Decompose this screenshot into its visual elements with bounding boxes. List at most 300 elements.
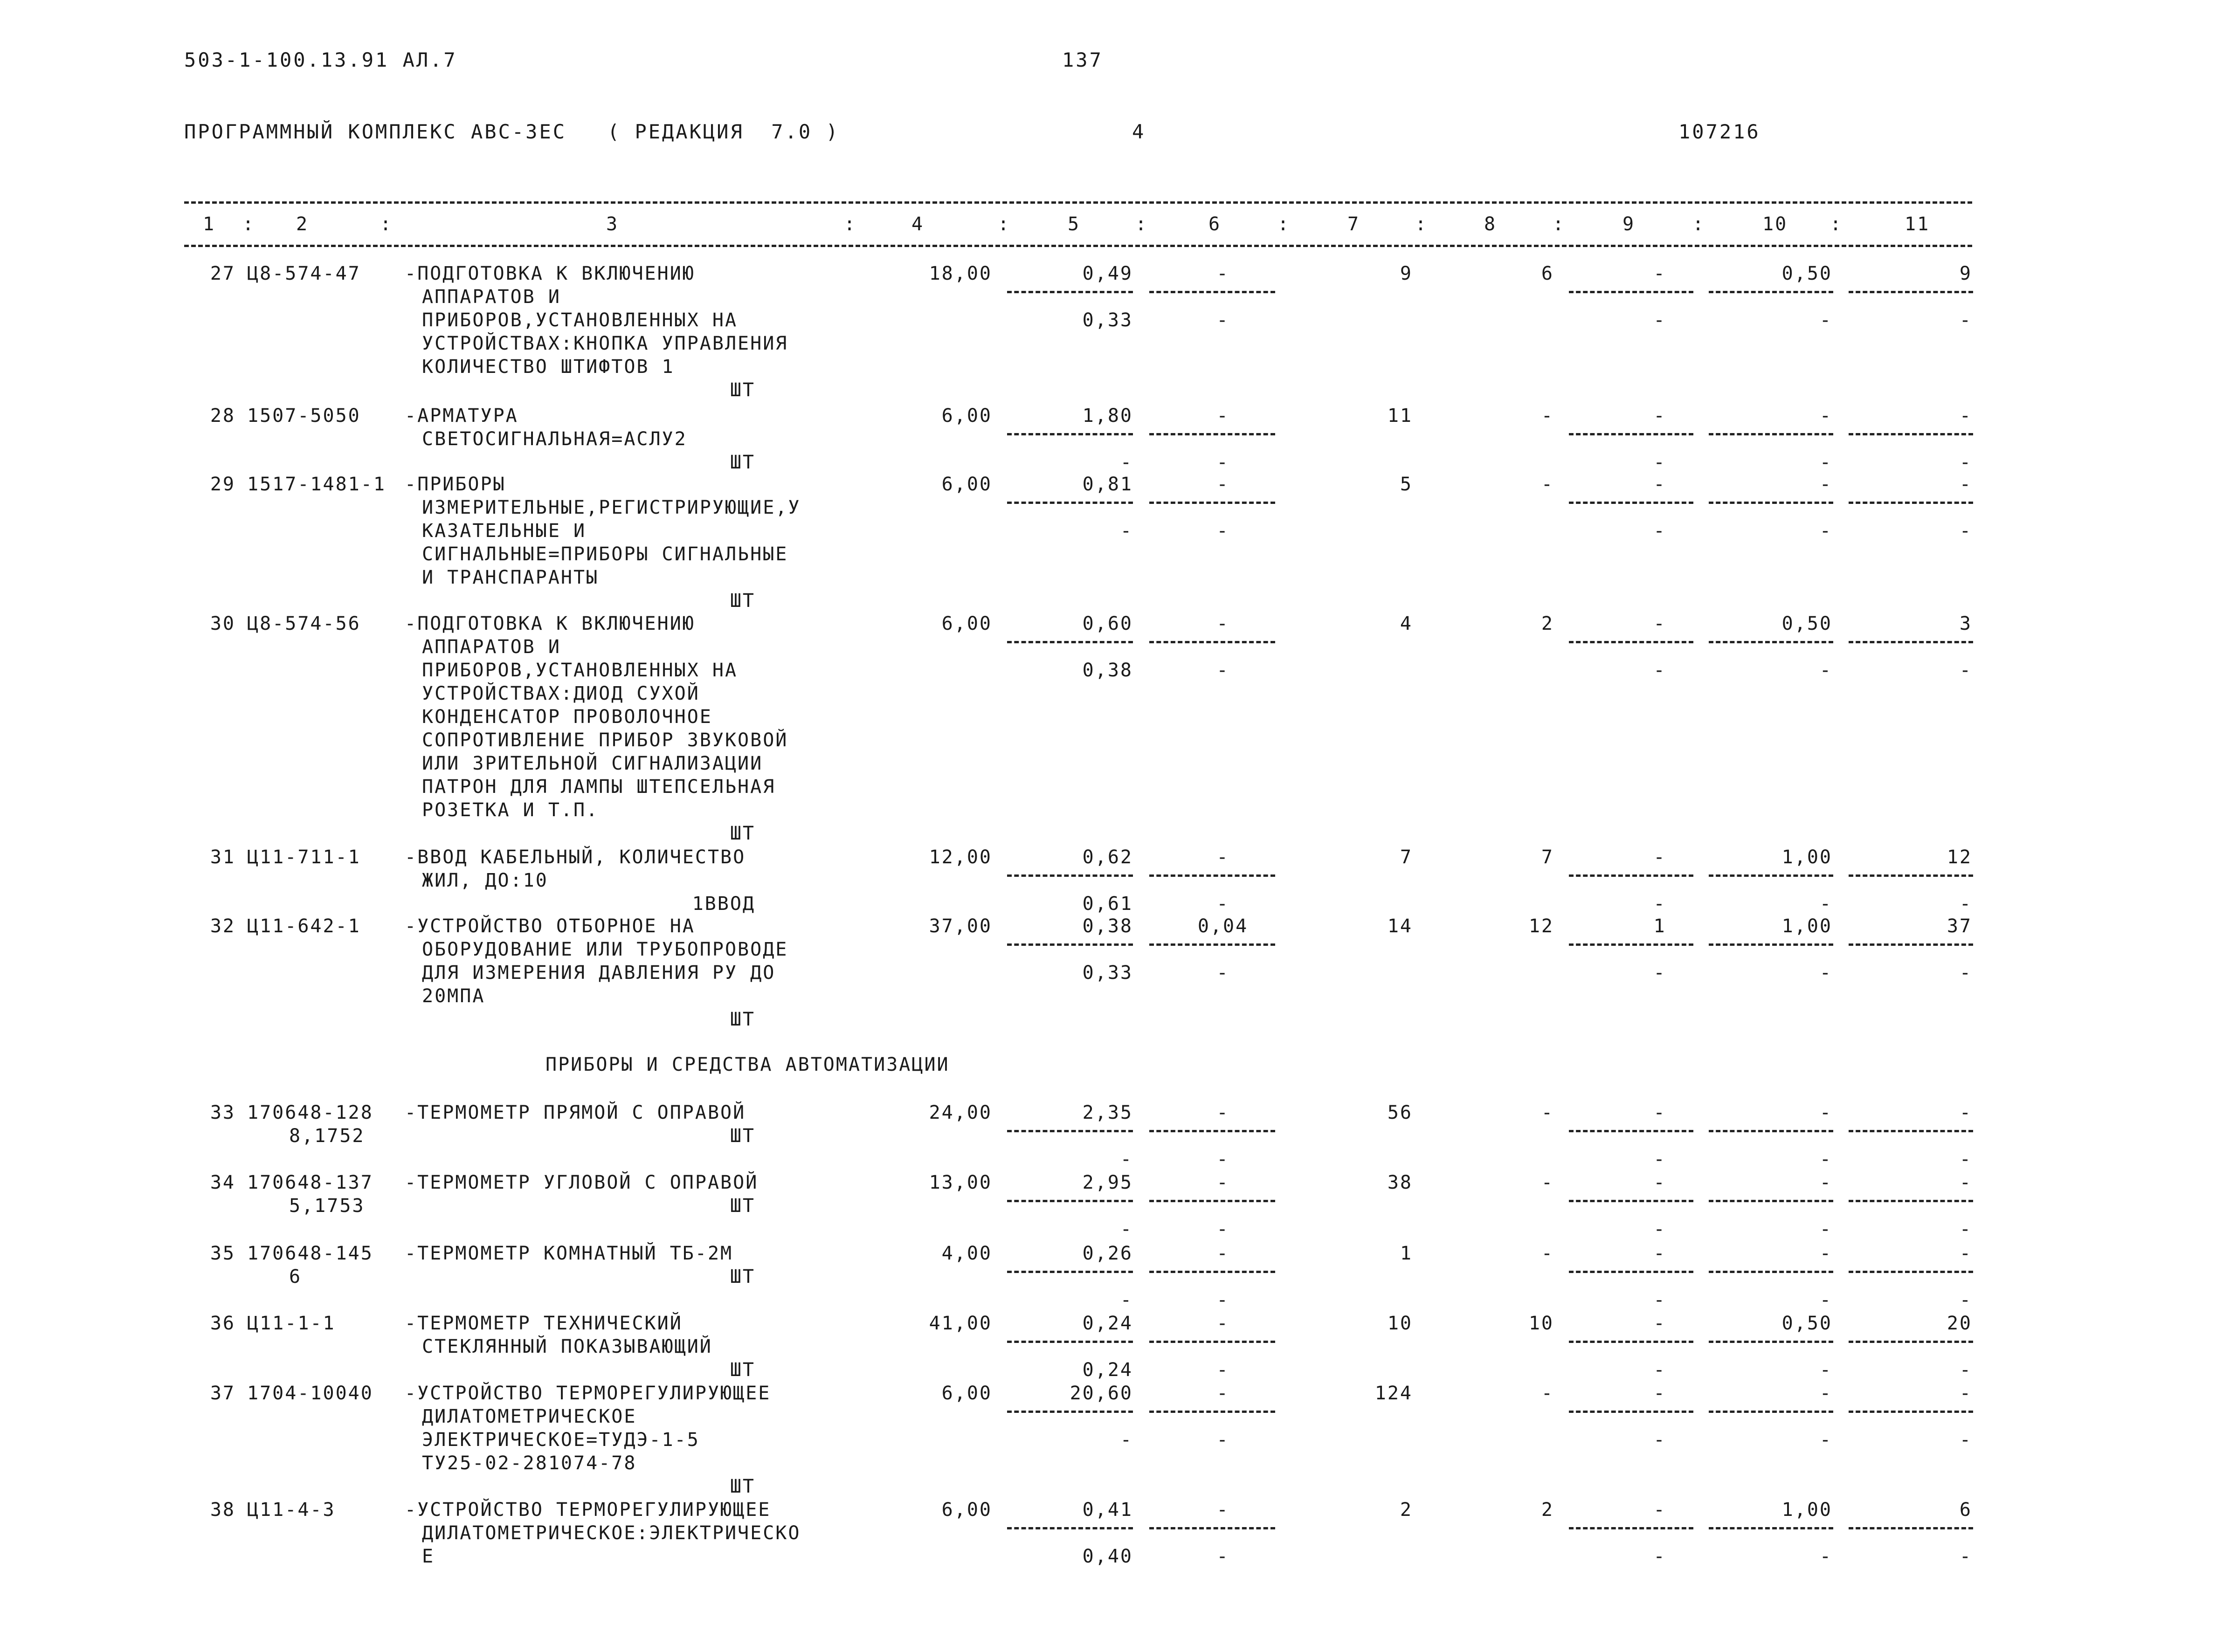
col-11-value: 9	[1959, 263, 1972, 284]
col-10-subvalue: -	[1819, 452, 1832, 473]
col-9-subvalue: -	[1653, 962, 1666, 984]
col-5-subvalue: 0,33	[1082, 310, 1133, 331]
col-9-value: -	[1653, 474, 1666, 495]
column-header-10: 10	[1762, 213, 1788, 235]
item-description: СОПРОТИВЛЕНИЕ ПРИБОР ЗВУКОВОЙ	[422, 730, 788, 751]
col-4-value: 4,00	[941, 1243, 992, 1264]
col-5-value: 0,41	[1082, 1499, 1133, 1521]
col-8-value: 12	[1528, 915, 1554, 937]
item-description: СТЕКЛЯННЫЙ ПОКАЗЫВАЮЩИЙ	[422, 1336, 712, 1357]
col-7-value: 124	[1374, 1383, 1413, 1404]
item-description: КАЗАТЕЛЬНЫЕ И	[422, 520, 587, 542]
cell-underline	[1709, 1130, 1833, 1132]
col-4-value: 6,00	[941, 1499, 992, 1521]
col-8-value: -	[1541, 1172, 1554, 1193]
col-6-subvalue: -	[1216, 1218, 1229, 1240]
column-separator: :	[1135, 213, 1148, 235]
unit-of-measure: ШТ	[730, 1125, 755, 1147]
cell-underline	[1709, 1527, 1833, 1529]
col-11-subvalue: -	[1959, 1149, 1972, 1170]
cell-underline	[1849, 1527, 1973, 1529]
column-header-2: 2	[296, 213, 309, 235]
col-9-subvalue: -	[1653, 660, 1666, 681]
col-7-value: 9	[1400, 263, 1413, 284]
cell-underline	[1569, 291, 1693, 293]
row-number: 27	[210, 263, 235, 284]
row-number: 29	[210, 474, 235, 495]
col-5-value: 0,26	[1082, 1243, 1133, 1264]
col-4-value: 13,00	[929, 1172, 992, 1193]
col-8-value: -	[1541, 1383, 1554, 1404]
item-description: ДИЛАТОМЕТРИЧЕСКОЕ	[422, 1406, 637, 1427]
col-8-value: -	[1541, 474, 1554, 495]
cell-underline	[1709, 1411, 1833, 1413]
cell-underline	[1569, 1200, 1693, 1202]
item-description: -УСТРОЙСТВО ТЕРМОРЕГУЛИРУЮЩЕЕ	[405, 1499, 771, 1521]
item-description: КОНДЕНСАТОР ПРОВОЛОЧНОЕ	[422, 706, 712, 728]
cell-underline	[1149, 874, 1275, 877]
column-separator: :	[242, 213, 255, 235]
item-description: -ТЕРМОМЕТР ПРЯМОЙ С ОПРАВОЙ	[405, 1102, 746, 1123]
col-5-subvalue: -	[1120, 1218, 1133, 1240]
col-10-value: 0,50	[1781, 263, 1832, 284]
column-header-9: 9	[1622, 213, 1636, 235]
col-11-value: 37	[1947, 915, 1972, 937]
cell-underline	[1569, 641, 1693, 643]
cell-underline	[1149, 502, 1275, 504]
col-4-value: 24,00	[929, 1102, 992, 1123]
item-code: 1704-10040	[247, 1383, 373, 1404]
col-10-subvalue: -	[1819, 520, 1832, 542]
cell-underline	[1007, 1411, 1133, 1413]
cell-underline	[1007, 874, 1133, 877]
col-9-subvalue: -	[1653, 452, 1666, 473]
cell-underline	[1569, 502, 1693, 504]
cell-underline	[1569, 1527, 1693, 1529]
col-6-value: -	[1216, 1243, 1229, 1264]
column-separator: :	[1415, 213, 1428, 235]
cell-underline	[1569, 1411, 1693, 1413]
item-description: СВЕТОСИГНАЛЬНАЯ=АСЛУ2	[422, 428, 687, 450]
col-9-value: -	[1653, 1243, 1666, 1264]
item-code: 5,1753	[289, 1195, 365, 1217]
col-6-value: 0,04	[1197, 915, 1249, 937]
row-number: 31	[210, 847, 235, 868]
item-description: АППАРАТОВ И	[422, 286, 561, 308]
item-description: -ТЕРМОМЕТР ТЕХНИЧЕСКИЙ	[405, 1313, 683, 1334]
col-9-value: -	[1653, 613, 1666, 634]
item-code: 6	[289, 1266, 302, 1287]
col-5-subvalue: -	[1120, 1289, 1133, 1311]
item-description: КОЛИЧЕСТВО ШТИФТОВ 1	[422, 356, 675, 378]
item-description: -УСТРОЙСТВО ТЕРМОРЕГУЛИРУЮЩЕЕ	[405, 1383, 771, 1404]
col-5-subvalue: 0,61	[1082, 893, 1133, 915]
col-9-subvalue: -	[1653, 310, 1666, 331]
col-4-value: 6,00	[941, 405, 992, 427]
col-7-value: 14	[1387, 915, 1413, 937]
unit-of-measure: ШТ	[730, 1266, 755, 1287]
col-10-subvalue: -	[1819, 893, 1832, 915]
cell-underline	[1849, 641, 1973, 643]
col-11-value: -	[1959, 474, 1972, 495]
item-description: И ТРАНСПАРАНТЫ	[422, 567, 599, 588]
col-4-value: 12,00	[929, 847, 992, 868]
col-5-subvalue: -	[1120, 520, 1133, 542]
col-8-value: 7	[1541, 847, 1554, 868]
col-7-value: 1	[1400, 1243, 1413, 1264]
cell-underline	[1149, 1271, 1275, 1273]
item-description: РОЗЕТКА И Т.П.	[422, 799, 599, 821]
cell-underline	[1709, 641, 1833, 643]
cell-underline	[1149, 1527, 1275, 1529]
unit-of-measure: ШТ	[730, 1359, 755, 1381]
row-number: 37	[210, 1383, 235, 1404]
item-code: 1507-5050	[247, 405, 361, 427]
item-description: -ПРИБОРЫ	[405, 474, 506, 495]
column-separator: :	[1553, 213, 1566, 235]
unit-of-measure: ШТ	[730, 1476, 755, 1497]
item-description: ДИЛАТОМЕТРИЧЕСКОЕ:ЭЛЕКТРИЧЕСКО	[422, 1522, 801, 1544]
item-description: ТУ25-02-281074-78	[422, 1452, 637, 1474]
col-11-value: 6	[1959, 1499, 1972, 1521]
col-5-value: 0,81	[1082, 474, 1133, 495]
cell-underline	[1849, 1130, 1973, 1132]
col-10-value: 1,00	[1781, 1499, 1832, 1521]
item-code: Ц8-574-47	[247, 263, 361, 284]
col-6-subvalue: -	[1216, 520, 1229, 542]
cell-underline	[1569, 433, 1693, 435]
col-9-subvalue: -	[1653, 893, 1666, 915]
cell-underline	[1007, 433, 1133, 435]
col-10-value: -	[1819, 1172, 1832, 1193]
col-7-value: 5	[1400, 474, 1413, 495]
col-10-value: 0,50	[1781, 1313, 1832, 1334]
item-description: ПРИБОРОВ,УСТАНОВЛЕННЫХ НА	[422, 310, 738, 331]
col-11-subvalue: -	[1959, 962, 1972, 984]
col-11-subvalue: -	[1959, 1218, 1972, 1240]
col-7-value: 4	[1400, 613, 1413, 634]
col-11-subvalue: -	[1959, 520, 1972, 542]
col-7-value: 11	[1387, 405, 1413, 427]
col-5-subvalue: -	[1120, 452, 1133, 473]
col-5-value: 0,24	[1082, 1313, 1133, 1334]
col-5-subvalue: 0,38	[1082, 660, 1133, 681]
item-description: УСТРОЙСТВАХ:КНОПКА УПРАВЛЕНИЯ	[422, 333, 788, 354]
col-6-subvalue: -	[1216, 962, 1229, 984]
item-code: 170648-137	[247, 1172, 373, 1193]
column-header-3: 3	[606, 213, 619, 235]
col-6-subvalue: -	[1216, 1359, 1229, 1381]
col-9-value: -	[1653, 1499, 1666, 1521]
item-code: Ц11-4-3	[247, 1499, 336, 1521]
job-id: 107216	[1678, 120, 1761, 143]
cell-underline	[1007, 1271, 1133, 1273]
col-6-value: -	[1216, 613, 1229, 634]
col-5-value: 0,38	[1082, 915, 1133, 937]
col-5-subvalue: 0,40	[1082, 1546, 1133, 1567]
item-description: ДЛЯ ИЗМЕРЕНИЯ ДАВЛЕНИЯ РУ ДО	[422, 962, 776, 984]
col-8-value: 10	[1528, 1313, 1554, 1334]
item-code: 1517-1481-1	[247, 474, 386, 495]
unit-of-measure: ШТ	[730, 823, 755, 844]
col-10-subvalue: -	[1819, 1359, 1832, 1381]
col-5-value: 2,35	[1082, 1102, 1133, 1123]
col-5-subvalue: 0,33	[1082, 962, 1133, 984]
col-6-value: -	[1216, 1383, 1229, 1404]
unit-of-measure: 1ВВОД	[692, 893, 755, 915]
col-8-value: -	[1541, 405, 1554, 427]
cell-underline	[1149, 291, 1275, 293]
col-6-value: -	[1216, 847, 1229, 868]
col-9-subvalue: -	[1653, 1149, 1666, 1170]
col-10-subvalue: -	[1819, 1218, 1832, 1240]
item-code: Ц8-574-56	[247, 613, 361, 634]
cell-underline	[1849, 943, 1973, 946]
item-description: ПРИБОРОВ,УСТАНОВЛЕННЫХ НА	[422, 660, 738, 681]
col-7-value: 10	[1387, 1313, 1413, 1334]
cell-underline	[1849, 502, 1973, 504]
col-8-value: 6	[1541, 263, 1554, 284]
col-10-subvalue: -	[1819, 660, 1832, 681]
item-code: Ц11-642-1	[247, 915, 361, 937]
item-code: Ц11-1-1	[247, 1313, 336, 1334]
col-10-value: 1,00	[1781, 915, 1832, 937]
column-separator: :	[844, 213, 857, 235]
item-description: -ВВОД КАБЕЛЬНЫЙ, КОЛИЧЕСТВО	[405, 847, 746, 868]
col-6-subvalue: -	[1216, 660, 1229, 681]
unit-of-measure: ШТ	[730, 1195, 755, 1217]
col-6-subvalue: -	[1216, 1429, 1229, 1451]
cell-underline	[1149, 433, 1275, 435]
column-header-7: 7	[1347, 213, 1360, 235]
col-11-subvalue: -	[1959, 1359, 1972, 1381]
item-description: УСТРОЙСТВАХ:ДИОД СУХОЙ	[422, 683, 700, 704]
col-11-subvalue: -	[1959, 1546, 1972, 1567]
col-11-subvalue: -	[1959, 310, 1972, 331]
cell-underline	[1007, 943, 1133, 946]
item-description: АППАРАТОВ И	[422, 636, 561, 658]
col-6-subvalue: -	[1216, 1149, 1229, 1170]
col-11-subvalue: -	[1959, 893, 1972, 915]
cell-underline	[1149, 1130, 1275, 1132]
col-5-value: 0,49	[1082, 263, 1133, 284]
item-description: ЖИЛ, ДО:10	[422, 870, 548, 891]
row-number: 32	[210, 915, 235, 937]
row-number: 38	[210, 1499, 235, 1521]
item-code: 8,1752	[289, 1125, 365, 1147]
column-separator: :	[380, 213, 393, 235]
col-10-value: -	[1819, 1383, 1832, 1404]
col-9-value: -	[1653, 847, 1666, 868]
item-code: 170648-145	[247, 1243, 373, 1264]
row-number: 36	[210, 1313, 235, 1334]
item-description: ЭЛЕКТРИЧЕСКОЕ=ТУДЭ-1-5	[422, 1429, 700, 1451]
row-number: 28	[210, 405, 235, 427]
col-10-value: -	[1819, 474, 1832, 495]
col-8-value: 2	[1541, 613, 1554, 634]
cell-underline	[1149, 1341, 1275, 1343]
col-5-subvalue: 0,24	[1082, 1359, 1133, 1381]
row-number: 30	[210, 613, 235, 634]
col-5-value: 0,60	[1082, 613, 1133, 634]
col-6-subvalue: -	[1216, 310, 1229, 331]
cell-underline	[1007, 1130, 1133, 1132]
col-9-subvalue: -	[1653, 1429, 1666, 1451]
col-4-value: 6,00	[941, 1383, 992, 1404]
col-7-value: 38	[1387, 1172, 1413, 1193]
col-11-subvalue: -	[1959, 1289, 1972, 1311]
col-11-value: -	[1959, 1383, 1972, 1404]
col-10-subvalue: -	[1819, 962, 1832, 984]
col-4-value: 37,00	[929, 915, 992, 937]
item-description: -ПОДГОТОВКА К ВКЛЮЧЕНИЮ	[405, 263, 695, 284]
col-8-value: -	[1541, 1102, 1554, 1123]
unit-of-measure: ШТ	[730, 379, 755, 401]
cell-underline	[1849, 291, 1973, 293]
unit-of-measure: ШТ	[730, 590, 755, 612]
col-6-value: -	[1216, 1313, 1229, 1334]
col-6-subvalue: -	[1216, 1546, 1229, 1567]
cell-underline	[1709, 943, 1833, 946]
col-10-subvalue: -	[1819, 1546, 1832, 1567]
item-description: Е	[422, 1546, 435, 1567]
cell-underline	[1149, 641, 1275, 643]
col-10-value: -	[1819, 1243, 1832, 1264]
cell-underline	[1007, 291, 1133, 293]
item-description: -ТЕРМОМЕТР УГЛОВОЙ С ОПРАВОЙ	[405, 1172, 759, 1193]
column-header-4: 4	[911, 213, 925, 235]
col-7-value: 7	[1400, 847, 1413, 868]
col-5-value: 1,80	[1082, 405, 1133, 427]
col-10-value: -	[1819, 405, 1832, 427]
cell-underline	[1849, 1200, 1973, 1202]
col-4-value: 6,00	[941, 474, 992, 495]
column-separator: :	[998, 213, 1011, 235]
col-11-value: -	[1959, 1172, 1972, 1193]
cell-underline	[1849, 874, 1973, 877]
cell-underline	[1849, 433, 1973, 435]
cell-underline	[1149, 943, 1275, 946]
col-6-subvalue: -	[1216, 452, 1229, 473]
col-10-subvalue: -	[1819, 1429, 1832, 1451]
col-6-value: -	[1216, 263, 1229, 284]
col-7-value: 56	[1387, 1102, 1413, 1123]
col-6-subvalue: -	[1216, 893, 1229, 915]
unit-of-measure: ШТ	[730, 452, 755, 473]
item-description: 20МПА	[422, 985, 485, 1007]
col-11-value: 3	[1959, 613, 1972, 634]
cell-underline	[1149, 1200, 1275, 1202]
item-description: -АРМАТУРА	[405, 405, 518, 427]
col-5-value: 0,62	[1082, 847, 1133, 868]
item-description: ИЗМЕРИТЕЛЬНЫЕ,РЕГИСТРИРУЮЩИЕ,У	[422, 497, 801, 518]
item-description: -ТЕРМОМЕТР КОМНАТНЫЙ ТБ-2М	[405, 1243, 733, 1264]
col-9-value: -	[1653, 405, 1666, 427]
col-5-subvalue: -	[1120, 1429, 1133, 1451]
unit-of-measure: ШТ	[730, 1009, 755, 1030]
col-9-value: -	[1653, 1383, 1666, 1404]
column-header-5: 5	[1068, 213, 1081, 235]
row-number: 33	[210, 1102, 235, 1123]
col-9-value: -	[1653, 1172, 1666, 1193]
col-4-value: 41,00	[929, 1313, 992, 1334]
col-11-value: -	[1959, 1102, 1972, 1123]
col-5-value: 2,95	[1082, 1172, 1133, 1193]
col-9-subvalue: -	[1653, 1289, 1666, 1311]
col-9-subvalue: -	[1653, 520, 1666, 542]
col-9-subvalue: -	[1653, 1359, 1666, 1381]
col-10-subvalue: -	[1819, 310, 1832, 331]
col-9-subvalue: -	[1653, 1546, 1666, 1567]
cell-underline	[1569, 1130, 1693, 1132]
cell-underline	[1709, 502, 1833, 504]
col-10-value: 0,50	[1781, 613, 1832, 634]
cell-underline	[1709, 1271, 1833, 1273]
cell-underline	[1007, 641, 1133, 643]
cell-underline	[1849, 1271, 1973, 1273]
column-separator: :	[1830, 213, 1843, 235]
col-8-value: -	[1541, 1243, 1554, 1264]
cell-underline	[1569, 1341, 1693, 1343]
col-9-value: 1	[1653, 915, 1666, 937]
cell-underline	[1007, 1200, 1133, 1202]
col-5-value: 20,60	[1070, 1383, 1133, 1404]
section-title: ПРИБОРЫ И СРЕДСТВА АВТОМАТИЗАЦИИ	[545, 1054, 950, 1075]
column-header-11: 11	[1905, 213, 1930, 235]
col-6-subvalue: -	[1216, 1289, 1229, 1311]
column-header-1: 1	[203, 213, 216, 235]
col-11-value: 20	[1947, 1313, 1972, 1334]
cell-underline	[1849, 1411, 1973, 1413]
cell-underline	[1149, 1411, 1275, 1413]
cell-underline	[1007, 1527, 1133, 1529]
cell-underline	[1709, 1200, 1833, 1202]
cell-underline	[1569, 1271, 1693, 1273]
col-5-subvalue: -	[1120, 1149, 1133, 1170]
cell-underline	[1569, 874, 1693, 877]
col-6-value: -	[1216, 405, 1229, 427]
row-number: 34	[210, 1172, 235, 1193]
col-8-value: 2	[1541, 1499, 1554, 1521]
col-9-value: -	[1653, 1313, 1666, 1334]
col-11-subvalue: -	[1959, 452, 1972, 473]
column-header-8: 8	[1484, 213, 1497, 235]
item-code: 170648-128	[247, 1102, 373, 1123]
col-9-value: -	[1653, 1102, 1666, 1123]
col-10-subvalue: -	[1819, 1289, 1832, 1311]
col-6-value: -	[1216, 1102, 1229, 1123]
col-11-value: -	[1959, 405, 1972, 427]
col-6-value: -	[1216, 1499, 1229, 1521]
col-9-subvalue: -	[1653, 1218, 1666, 1240]
cell-underline	[1709, 1341, 1833, 1343]
item-code: Ц11-711-1	[247, 847, 361, 868]
item-description: -ПОДГОТОВКА К ВКЛЮЧЕНИЮ	[405, 613, 695, 634]
column-separator: :	[1692, 213, 1705, 235]
column-separator: :	[1277, 213, 1291, 235]
cell-underline	[1709, 291, 1833, 293]
cell-underline	[1007, 502, 1133, 504]
doc-code: 503-1-100.13.91 АЛ.7	[184, 48, 457, 71]
row-number: 35	[210, 1243, 235, 1264]
col-4-value: 6,00	[941, 613, 992, 634]
cell-underline	[1709, 874, 1833, 877]
item-description: ИЛИ ЗРИТЕЛЬНОЙ СИГНАЛИЗАЦИИ	[422, 753, 763, 774]
col-10-value: -	[1819, 1102, 1832, 1123]
item-description: -УСТРОЙСТВО ОТБОРНОЕ НА	[405, 915, 695, 937]
program-title: ПРОГРАММНЫЙ КОМПЛЕКС АВС-3ЕС ( РЕДАКЦИЯ 7.0 )	[184, 120, 840, 143]
col-10-value: 1,00	[1781, 847, 1832, 868]
